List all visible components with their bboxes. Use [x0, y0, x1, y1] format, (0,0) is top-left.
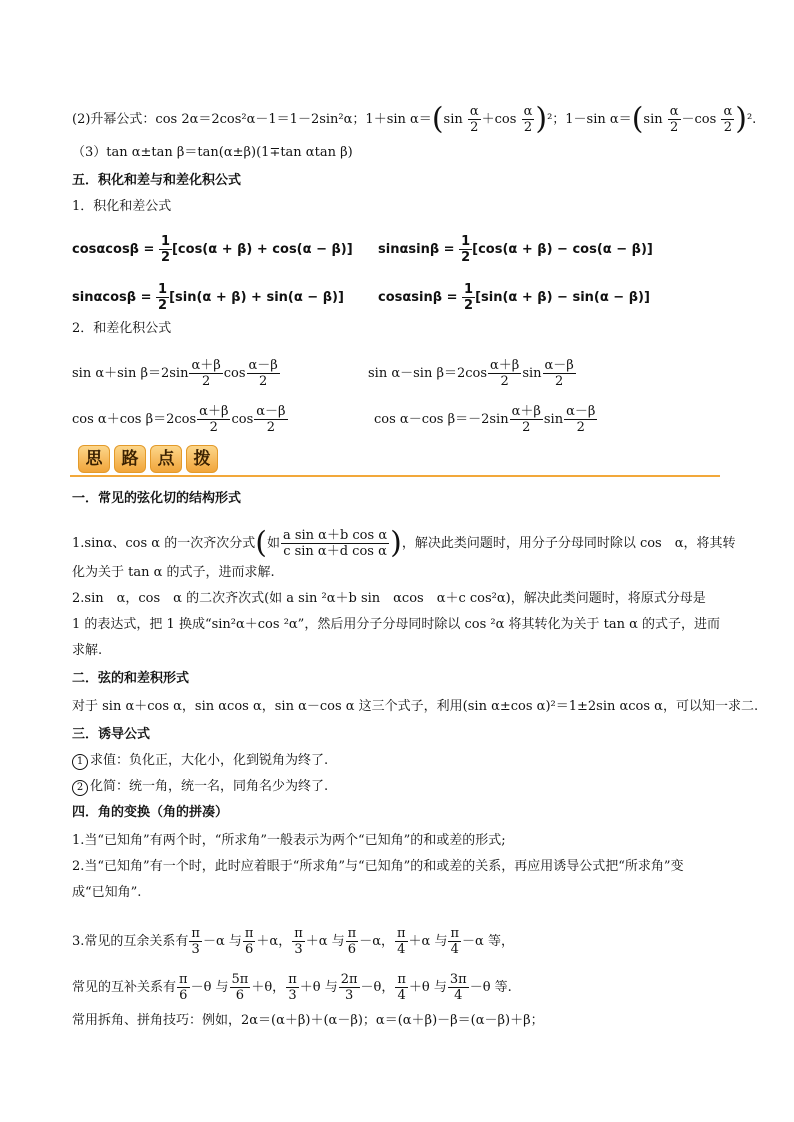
- text: ＋θ 与: [299, 980, 338, 995]
- numerator: α: [723, 104, 733, 119]
- paren: (: [255, 525, 267, 561]
- fraction-half: [459, 234, 472, 265]
- numerator: 1: [461, 234, 471, 249]
- text: －θ: [469, 980, 495, 995]
- ascending-power-formula: [72, 101, 757, 137]
- denominator: 2: [259, 374, 268, 389]
- fraction: [189, 926, 202, 957]
- paragraph: 常用拆角、拼角技巧：例如，2α＝(α＋β)＋(α－β)；α＝(α＋β)－β＝(α－β)＋β；: [72, 1013, 544, 1028]
- section-title: 四．角的变换（角的拼凑）: [72, 805, 229, 820]
- fraction: [292, 926, 305, 957]
- formula-text: ².: [746, 112, 757, 127]
- formula-text: [sin(α + β) + sin(α − β)]: [169, 290, 344, 305]
- text: 等.: [494, 980, 512, 995]
- formula-text: [sin(α + β) − sin(α − β)]: [475, 290, 650, 305]
- fraction: [230, 972, 251, 1003]
- circled-number: 2: [72, 780, 88, 796]
- numerator: 3π: [449, 972, 467, 987]
- numerator: π: [179, 972, 188, 987]
- sum-to-product-4: [374, 404, 598, 435]
- product-to-sum-2: [378, 234, 653, 265]
- fraction: [346, 926, 359, 957]
- fraction-half: [159, 234, 172, 265]
- numerator: π: [347, 926, 357, 941]
- text: 1.sinα、cos α 的一次齐次分式: [72, 536, 256, 551]
- relation-pair: [188, 926, 292, 957]
- fraction: [468, 104, 481, 135]
- banner-divider: [70, 475, 720, 477]
- fraction: [247, 358, 280, 389]
- supplement-relations: [72, 972, 512, 1003]
- text: －θ，: [360, 980, 395, 995]
- section-title: 一．常见的弦化切的结构形式: [72, 491, 242, 506]
- subsection-title: 1．积化和差公式: [72, 199, 172, 214]
- section-title: 三．诱导公式: [72, 727, 151, 742]
- banner-char: 路: [114, 445, 146, 473]
- text: 化简：统一角，统一名，同角名少为终了.: [90, 779, 329, 794]
- numerator: 1: [158, 282, 168, 297]
- paragraph: 成“已知角”.: [72, 885, 142, 900]
- numerator: α－β: [248, 358, 278, 373]
- product-to-sum-1: [72, 234, 353, 265]
- text: －α: [462, 934, 488, 949]
- fraction: [564, 404, 597, 435]
- formula-text: sin: [522, 366, 542, 381]
- formula-text: ＋cos: [481, 112, 517, 127]
- paren: ): [535, 101, 548, 137]
- fraction: [197, 404, 230, 435]
- complement-relations: [72, 926, 514, 957]
- fraction: [448, 972, 469, 1003]
- text: －α 与: [202, 934, 242, 949]
- sum-to-product-1: [72, 358, 281, 389]
- fraction: [488, 358, 521, 389]
- text: ＋α，: [256, 934, 292, 949]
- denominator: 2: [461, 250, 471, 265]
- formula-text: cos: [231, 412, 254, 427]
- denominator: 2: [470, 120, 479, 135]
- numerator: π: [397, 926, 406, 941]
- text: ＋α 与: [408, 934, 448, 949]
- paragraph: 2.当“已知角”有一个时，此时应着眼于“所求角”与“已知角”的和或差的关系，再应用诱导公式把“所求角”变: [72, 859, 684, 874]
- denominator: c sin α＋d cos α: [283, 544, 387, 559]
- numerator: π: [294, 926, 303, 941]
- denominator: 3: [294, 942, 303, 957]
- circled-number: 1: [72, 754, 88, 770]
- fraction: [668, 104, 681, 135]
- fraction-half: [156, 282, 169, 313]
- numerator: 2π: [340, 972, 358, 987]
- formula-text: cos: [223, 366, 246, 381]
- formula-text: cos α＋cos β＝2cos: [72, 412, 197, 427]
- numerator: π: [397, 972, 406, 987]
- paren: ): [735, 101, 747, 137]
- fraction: [543, 358, 576, 389]
- fraction: [254, 404, 287, 435]
- sum-to-product-2: [368, 358, 577, 389]
- formula-text: ²；1－sin α＝: [547, 112, 632, 127]
- paren: (: [431, 101, 444, 137]
- list-item: [72, 752, 328, 770]
- subsection-title: 2．和差化积公式: [72, 321, 172, 336]
- paragraph: 1 的表达式，把 1 换成“sin²α＋cos ²α”，然后用分子分母同时除以 cos ²α 将其转化为关于 tan α 的式子，进而: [72, 617, 721, 632]
- denominator: 4: [397, 988, 406, 1003]
- numerator: 1: [160, 234, 170, 249]
- fraction: [510, 404, 543, 435]
- denominator: 2: [723, 120, 732, 135]
- formula-text: [cos(α + β) + cos(α − β)]: [171, 242, 353, 257]
- fraction: [721, 104, 734, 135]
- formula-text: [cos(α + β) − cos(α − β)]: [472, 242, 653, 257]
- numerator: a sin α＋b cos α: [282, 528, 388, 543]
- section-title: 二．弦的和差积形式: [72, 671, 190, 686]
- denominator: 2: [266, 420, 276, 435]
- numerator: α: [523, 104, 533, 119]
- fraction: [395, 972, 408, 1003]
- denominator: 3: [288, 988, 297, 1003]
- banner-char: 点: [150, 445, 182, 473]
- formula-text: cosαsinβ =: [378, 290, 458, 305]
- denominator: 6: [235, 988, 245, 1003]
- numerator: α－β: [544, 358, 574, 373]
- text: ＋α 与: [305, 934, 345, 949]
- paren: (: [631, 101, 644, 137]
- numerator: α＋β: [199, 404, 229, 419]
- denominator: 4: [397, 942, 406, 957]
- tan-sum-formula: （3）tan α±tan β＝tan(α±β)(1∓tan αtan β): [72, 145, 353, 160]
- numerator: 1: [464, 282, 474, 297]
- paragraph: 化为关于 tan α 的式子，进而求解.: [72, 565, 275, 580]
- denominator: 2: [201, 374, 211, 389]
- text: 3.常见的互余关系有: [72, 934, 189, 949]
- text: 等，: [487, 934, 514, 949]
- paragraph: 1.当“已知角”有两个时，“所求角”一般表示为两个“已知角”的和或差的形式;: [72, 833, 506, 848]
- numerator: α－β: [566, 404, 596, 419]
- text: ＋θ 与: [408, 980, 447, 995]
- formula-text: cosαcosβ =: [72, 242, 155, 257]
- numerator: α＋β: [191, 358, 221, 373]
- text: －θ 与: [190, 980, 229, 995]
- paragraph: 2.sin α，cos α 的二次齐次式(如 a sin ²α＋b sin αcos α＋c cos²α)，解决此类问题时，将原式分母是: [72, 591, 706, 606]
- formula-text: sin: [643, 112, 663, 127]
- product-to-sum-4: [378, 282, 650, 313]
- sum-to-product-3: [72, 404, 289, 435]
- numerator: π: [191, 926, 200, 941]
- text: 如: [266, 536, 280, 551]
- relation-pair: [291, 926, 394, 957]
- denominator: 2: [523, 120, 533, 135]
- relation-pair: [394, 926, 488, 957]
- denominator: 2: [555, 374, 564, 389]
- product-to-sum-3: [72, 282, 344, 313]
- text: ＋θ，: [251, 980, 286, 995]
- formula-text: sin α－sin β＝2cos: [368, 366, 488, 381]
- denominator: 3: [191, 942, 200, 957]
- text: 求值：负化正，大化小，化到锐角为终了.: [90, 753, 329, 768]
- denominator: 3: [344, 988, 354, 1003]
- relations: [188, 926, 488, 957]
- paren: ): [390, 525, 402, 561]
- denominator: 2: [522, 420, 531, 435]
- denominator: 6: [179, 988, 188, 1003]
- fraction-half: [462, 282, 475, 313]
- fraction: [339, 972, 360, 1003]
- numerator: α＋β: [511, 404, 541, 419]
- denominator: 4: [454, 988, 463, 1003]
- fraction: [395, 926, 408, 957]
- formula-text: sinαcosβ =: [72, 290, 152, 305]
- banner-char: 拨: [186, 445, 218, 473]
- denominator: 2: [158, 298, 168, 313]
- fraction: [243, 926, 256, 957]
- paragraph: 对于 sin α＋cos α，sin αcos α，sin α－cos α 这三个式子，利用(sin α±cos α)²＝1±2sin αcos α，可以知一求二.: [72, 699, 759, 714]
- denominator: 2: [500, 374, 509, 389]
- fraction: [448, 926, 461, 957]
- list-item: [72, 778, 328, 796]
- numerator: π: [288, 972, 297, 987]
- formula-text: sinαsinβ =: [378, 242, 460, 257]
- fraction: [522, 104, 535, 135]
- text: －α，: [359, 934, 394, 949]
- formula-text: cos α－cos β＝－2sin: [374, 412, 509, 427]
- text: 常见的互补关系有: [72, 980, 177, 995]
- fraction: [286, 972, 299, 1003]
- denominator: 6: [347, 942, 357, 957]
- paragraph: 求解.: [72, 643, 103, 658]
- denominator: 4: [450, 942, 459, 957]
- fraction: [177, 972, 190, 1003]
- tips-banner: [78, 445, 220, 477]
- numerator: α－β: [256, 404, 286, 419]
- section-title: 五．积化和差与和差化积公式: [72, 173, 242, 188]
- numerator: α＋β: [490, 358, 520, 373]
- paragraph: [72, 525, 736, 561]
- denominator: 2: [670, 120, 679, 135]
- fraction: [281, 528, 389, 559]
- fraction: [189, 358, 222, 389]
- text: ，解决此类问题时，用分子分母同时除以 cos α，将其转: [401, 536, 736, 551]
- denominator: 6: [245, 942, 254, 957]
- formula-text: sin α＋sin β＝2sin: [72, 366, 189, 381]
- numerator: π: [244, 926, 254, 941]
- banner-char: 思: [78, 445, 110, 473]
- numerator: α: [469, 104, 479, 119]
- numerator: π: [450, 926, 460, 941]
- denominator: 2: [209, 420, 218, 435]
- denominator: 2: [160, 250, 170, 265]
- formula-text: sin: [443, 112, 463, 127]
- numerator: 5π: [231, 972, 249, 987]
- denominator: 2: [576, 420, 585, 435]
- formula-text: (2)升幂公式：cos 2α＝2cos²α－1＝1－2sin²α；1＋sin α＝: [72, 112, 432, 127]
- numerator: α: [669, 104, 679, 119]
- formula-text: sin: [543, 412, 564, 427]
- denominator: 2: [464, 298, 474, 313]
- formula-text: －cos: [681, 112, 717, 127]
